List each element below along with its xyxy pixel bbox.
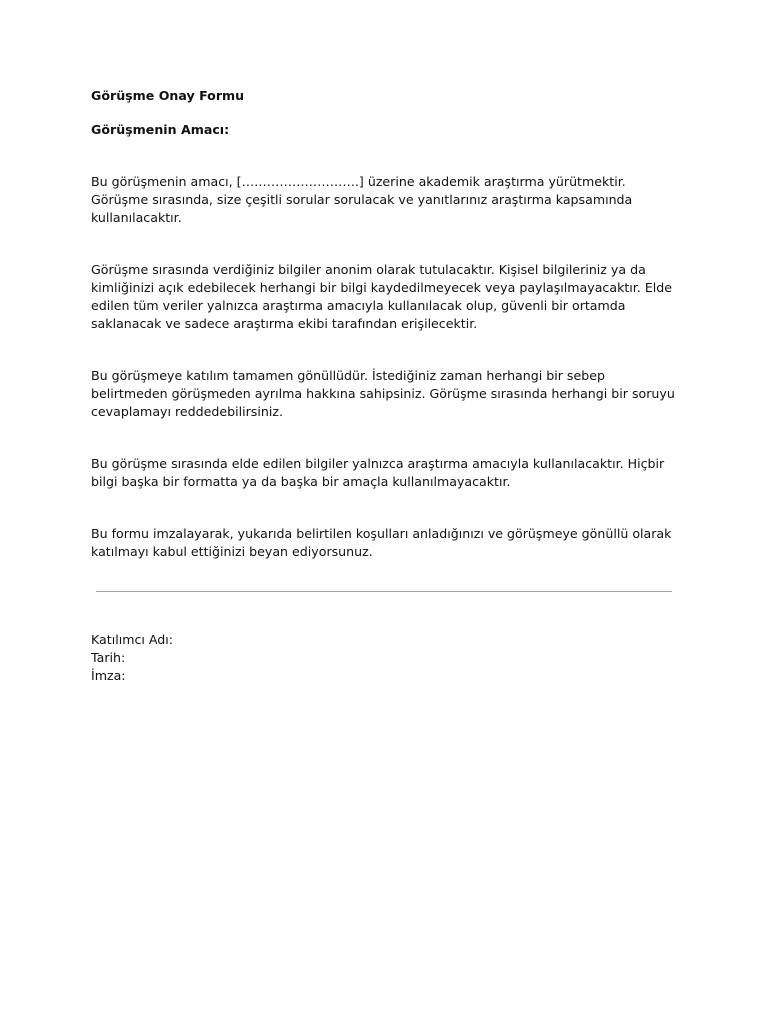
paragraph-line: Görüşme sırasında, size çeşitli sorular sorulacak ve yanıtlarınız araştırma kapsamında	[91, 192, 633, 207]
participant-name-label: Katılımcı Adı:	[91, 632, 174, 647]
paragraph-line: Bu görüşme sırasında elde edilen bilgiler yalnızca araştırma amacıyla kullanılacaktır. Hiçbir	[91, 456, 665, 471]
signature-label: İmza:	[91, 668, 126, 683]
date-label: Tarih:	[91, 650, 126, 665]
paragraph-line: Görüşme sırasında verdiğiniz bilgiler anonim olarak tutulacaktır. Kişisel bilgileriniz ya da	[91, 262, 646, 277]
paragraph-line: edilen tüm veriler yalnızca araştırma amacıyla kullanılacak olup, güvenli bir ortamda	[91, 298, 626, 313]
paragraph-line: katılmayı kabul ettiğinizi beyan ediyorsunuz.	[91, 544, 373, 559]
paragraph-line: kullanılacaktır.	[91, 210, 182, 225]
paragraph-line: kimliğinizi açık edebilecek herhangi bir bilgi kaydedilmeyecek veya paylaşılmayacaktır. Elde	[91, 280, 673, 295]
paragraph-line: Bu görüşmenin amacı, [……………………….] üzerine akademik araştırma yürütmektir.	[91, 174, 626, 189]
section-heading: Görüşmenin Amacı:	[91, 122, 230, 137]
document-title: Görüşme Onay Formu	[91, 88, 245, 103]
paragraph-line: bilgi başka bir formatta ya da başka bir amaçla kullanılmayacaktır.	[91, 474, 511, 489]
paragraph-line: Bu formu imzalayarak, yukarıda belirtilen koşulları anladığınızı ve görüşmeye gönüllü olarak	[91, 526, 672, 541]
paragraph-line: Bu görüşmeye katılım tamamen gönüllüdür. İstediğiniz zaman herhangi bir sebep	[91, 368, 605, 383]
paragraph-line: belirtmeden görüşmeden ayrılma hakkına sahipsiniz. Görüşme sırasında herhangi bir soruyu	[91, 386, 675, 401]
paragraph-line: cevaplamayı reddedebilirsiniz.	[91, 404, 283, 419]
paragraph-line: saklanacak ve sadece araştırma ekibi tarafından erişilecektir.	[91, 316, 478, 331]
horizontal-divider	[96, 591, 672, 592]
